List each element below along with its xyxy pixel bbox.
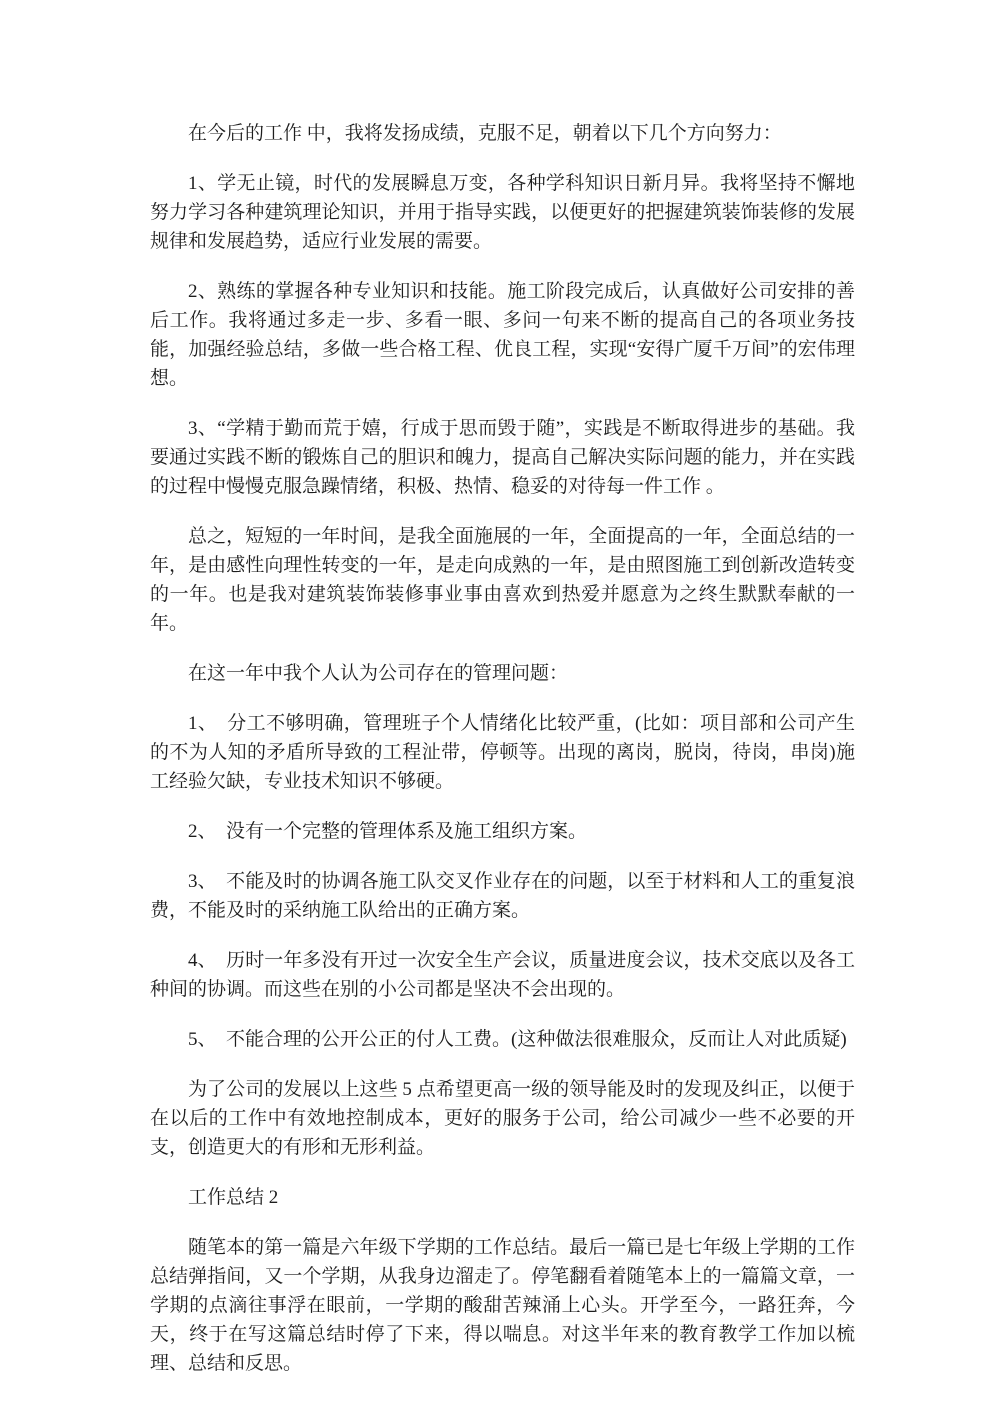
paragraph: 3、“学精于勤而荒于嬉，行成于思而毁于随”，实践是不断取得进步的基础。我要通过实践不断的锻炼自己的胆识和魄力，提高自己解决实际问题的能力，并在实践的过程中慢慢克服急躁情绪，积极、热情、稳妥的对待每一件工作 。: [150, 418, 855, 497]
paragraph: 5、 不能合理的公开公正的付人工费。(这种做法很难服众，反而让人对此质疑): [188, 1029, 847, 1050]
paragraph: 2、熟练的掌握各种专业知识和技能。施工阶段完成后，认真做好公司安排的善后工作。我将通过多走一步、多看一眼、多问一句来不断的提高自己的各项业务技能，加强经验总结，多做一些合格工程、优良工程，实现“安得广厦千万间”的宏伟理想。: [150, 281, 855, 389]
paragraph: 4、 历时一年多没有开过一次安全生产会议，质量进度会议，技术交底以及各工种间的协调。而这些在别的小公司都是坚决不会出现的。: [150, 950, 855, 1000]
paragraph: 随笔本的第一篇是六年级下学期的工作总结。最后一篇已是七年级上学期的工作总结弹指间，又一个学期，从我身边溜走了。停笔翻看着随笔本上的一篇篇文章，一学期的点滴往事浮在眼前，一学期的酸甜苦辣涌上心头。开学至今，一路狂奔，今天，终于在写这篇总结时停了下来，得以喘息。对这半年来的教育教学工作加以梳理、总结和反思。: [150, 1237, 855, 1374]
paragraph: 2、 没有一个完整的管理体系及施工组织方案。: [188, 821, 588, 842]
paragraph: 工作总结 2: [188, 1187, 279, 1208]
paragraph: 3、 不能及时的协调各施工队交叉作业存在的问题，以至于材料和人工的重复浪费，不能及时的采纳施工队给出的正确方案。: [150, 871, 855, 921]
paragraph: 1、学无止镜，时代的发展瞬息万变，各种学科知识日新月异。我将坚持不懈地努力学习各种建筑理论知识，并用于指导实践，以便更好的把握建筑装饰装修的发展规律和发展趋势，适应行业发展的需要。: [150, 173, 855, 252]
paragraph: 总之，短短的一年时间，是我全面施展的一年，全面提高的一年，全面总结的一年，是由感性向理性转变的一年，是走向成熟的一年，是由照图施工到创新改造转变的一年。也是我对建筑装饰装修事业事由喜欢到热爱并愿意为之终生默默奉献的一年。: [150, 526, 855, 634]
paragraph: 为了公司的发展以上这些 5 点希望更高一级的领导能及时的发现及纠正，以便于在以后的工作中有效地控制成本，更好的服务于公司，给公司减少一些不必要的开支，创造更大的有形和无形利益。: [150, 1079, 855, 1158]
paragraph: 在今后的工作 中，我将发扬成绩，克服不足，朝着以下几个方向努力：: [188, 123, 782, 144]
document-body: [150, 119, 855, 1378]
paragraph: 在这一年中我个人认为公司存在的管理问题：: [188, 663, 569, 684]
paragraph: 1、 分工不够明确，管理班子个人情绪化比较严重，(比如：项目部和公司产生的不为人知的矛盾所导致的工程沚带，停顿等。出现的离岗，脱岗，待岗，串岗)施工经验欠缺，专业技术知识不够硬。: [150, 713, 855, 792]
